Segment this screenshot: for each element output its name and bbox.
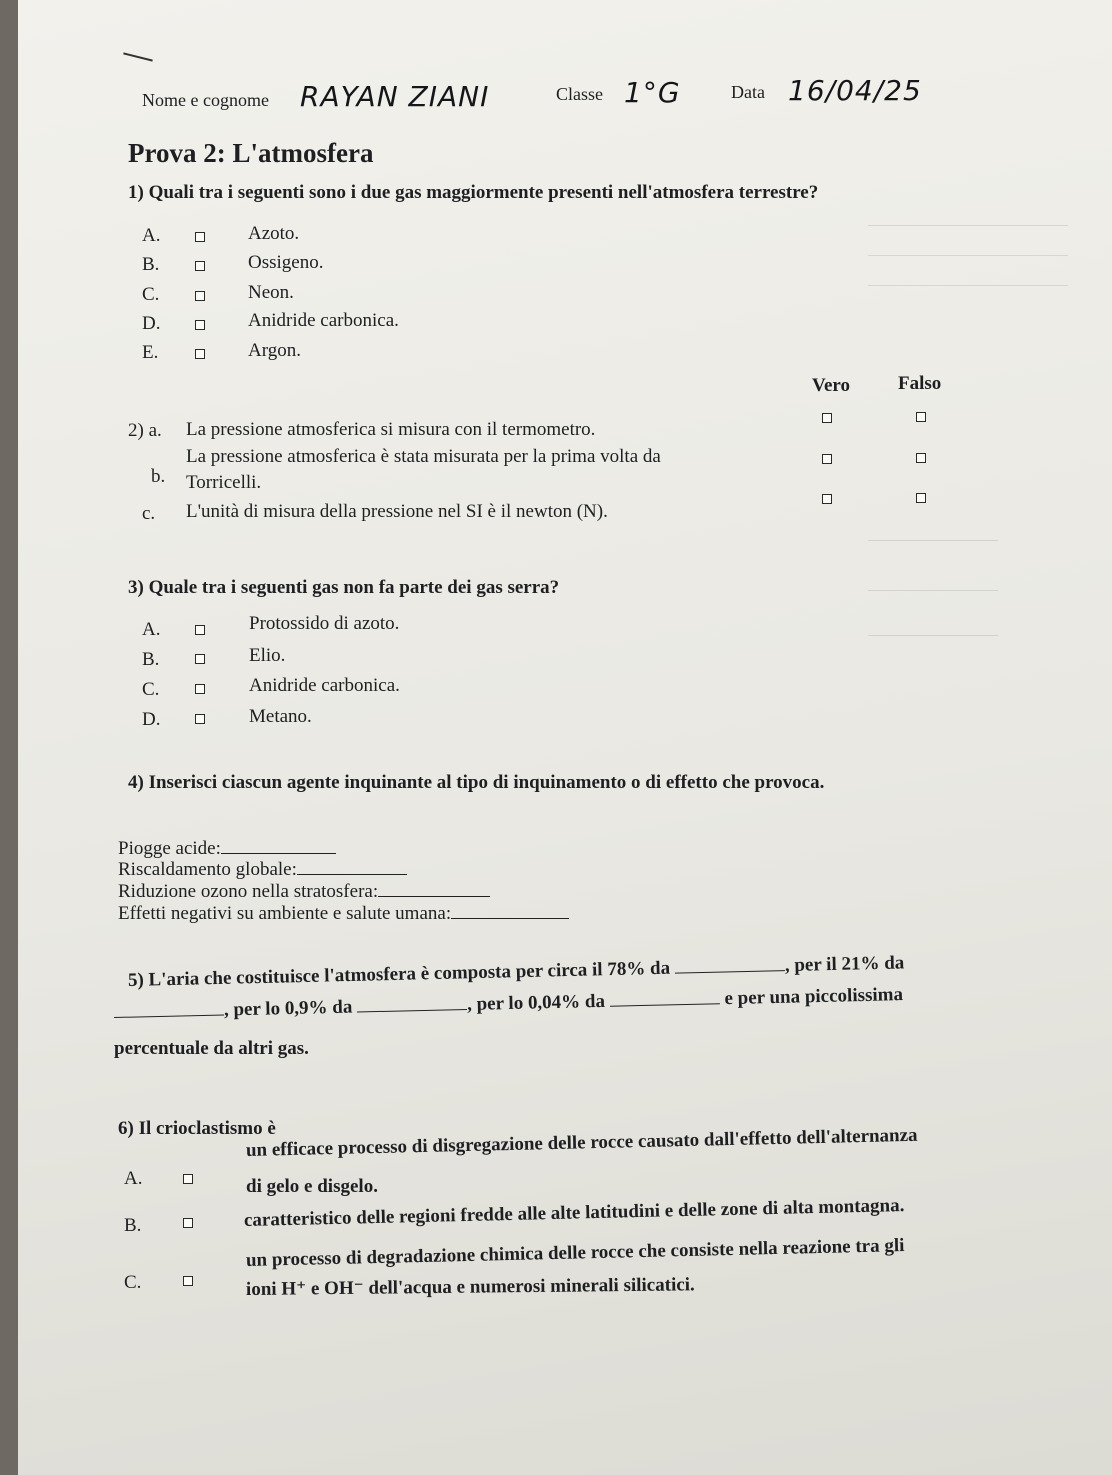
q1-letter: D. — [142, 313, 161, 334]
q3-letter: A. — [142, 619, 161, 640]
q1-letter: A. — [142, 225, 161, 246]
q5-text: 5) L'aria che costituisce l'atmosfera è composta per circa il 78% da — [127, 957, 671, 991]
q3-option-c: Anidride carbonica. — [249, 675, 400, 696]
q1-question: 1) Quali tra i seguenti sono i due gas maggiormente presenti nell'atmosfera terrestre? — [128, 182, 819, 203]
false-header: Falso — [898, 373, 942, 394]
q5-blank-4[interactable] — [610, 1002, 720, 1006]
q3-option-b: Elio. — [249, 645, 286, 666]
q6-option-a-line2: di gelo e disgelo. — [246, 1176, 378, 1197]
q2-letter: b. — [151, 466, 166, 487]
q2-statement-a: La pressione atmosferica si misura con il termometro. — [186, 419, 596, 440]
date-value[interactable]: 16/04/25 — [788, 74, 922, 107]
q6-option-b-line1: caratteristico delle regioni fredde alle alte latitudini e delle zone di alta montagna. — [243, 1195, 905, 1231]
q6-letter: B. — [124, 1215, 142, 1236]
q2b-true-checkbox[interactable] — [822, 454, 832, 464]
q6-letter: A. — [124, 1168, 143, 1189]
bleed-line — [868, 590, 998, 591]
q1-checkbox-c[interactable] — [195, 291, 205, 301]
q1-option-c: Neon. — [248, 282, 294, 303]
name-label: Nome e cognome — [142, 90, 269, 110]
page-title: Prova 2: L'atmosfera — [128, 138, 374, 168]
q5-line2 — [114, 984, 903, 1024]
q6-letter: C. — [124, 1272, 142, 1293]
q6-option-a-line1: un efficace processo di disgregazione delle rocce causato dall'effetto dell'alternanza — [245, 1124, 918, 1161]
q4-label: Effetti negativi su ambiente e salute umana: — [118, 903, 452, 924]
q1-letter: E. — [142, 342, 159, 363]
pen-mark — [123, 52, 153, 61]
bleed-line — [868, 285, 1068, 286]
q6-checkbox-b[interactable] — [183, 1218, 193, 1228]
q3-question: 3) Quale tra i seguenti gas non fa parte dei gas serra? — [128, 577, 560, 598]
q1-letter: B. — [142, 254, 160, 275]
q2b-false-checkbox[interactable] — [916, 453, 926, 463]
bleed-line — [868, 225, 1068, 226]
class-value[interactable]: 1°G — [624, 76, 681, 109]
q2-statement-b-line1: La pressione atmosferica è stata misurata per la prima volta da — [186, 446, 661, 467]
q5-blank-2[interactable] — [114, 1014, 224, 1018]
q4-blank-health[interactable] — [451, 917, 569, 919]
q3-checkbox-a[interactable] — [195, 625, 205, 635]
bleed-line — [868, 635, 998, 636]
q4-blank-global-warming[interactable] — [297, 873, 407, 875]
q2-letter: 2) a. — [128, 420, 162, 441]
class-label: Classe — [556, 84, 603, 104]
q5-blank-3[interactable] — [357, 1008, 467, 1012]
q2c-false-checkbox[interactable] — [916, 493, 926, 503]
q2-statement-c: L'unità di misura della pressione nel SI è il newton (N). — [186, 501, 608, 522]
q4-blank-ozone[interactable] — [378, 895, 490, 897]
q3-letter: C. — [142, 679, 160, 700]
name-value[interactable]: RAYAN ZIANI — [300, 80, 490, 113]
q4-item — [118, 838, 336, 860]
q2a-true-checkbox[interactable] — [822, 413, 832, 423]
date-label: Data — [731, 82, 765, 102]
q5-line3: percentuale da altri gas. — [114, 1038, 309, 1059]
q3-letter: B. — [142, 649, 160, 670]
q2a-false-checkbox[interactable] — [916, 412, 926, 422]
q6-option-c-line1: un processo di degradazione chimica delle rocce che consiste nella reazione tra gli — [245, 1235, 905, 1271]
q5-text: , per il 21% da — [784, 952, 905, 977]
q6-question: 6) Il crioclastismo è — [118, 1118, 276, 1139]
q5-text: e per una piccolissima — [724, 984, 904, 1010]
bleed-line — [868, 255, 1068, 256]
bleed-line — [868, 540, 998, 541]
q5-blank-1[interactable] — [675, 969, 785, 973]
q4-label: Piogge acide: — [118, 838, 221, 859]
q6-option-c-line2: ioni H⁺ e OH⁻ dell'acqua e numerosi minerali silicatici. — [245, 1274, 695, 1300]
q2c-true-checkbox[interactable] — [822, 494, 832, 504]
q4-blank-acid-rain[interactable] — [221, 852, 336, 854]
q1-letter: C. — [142, 284, 160, 305]
q3-checkbox-c[interactable] — [195, 684, 205, 694]
q1-checkbox-e[interactable] — [195, 349, 205, 359]
q1-option-e: Argon. — [248, 340, 301, 361]
q4-question: 4) Inserisci ciascun agente inquinante al tipo di inquinamento o di effetto che provoca. — [128, 772, 825, 793]
q4-item — [118, 881, 490, 903]
q3-option-d: Metano. — [249, 706, 312, 727]
q6-checkbox-c[interactable] — [183, 1276, 193, 1286]
q1-option-d: Anidride carbonica. — [248, 310, 399, 331]
q4-item — [118, 903, 569, 925]
q1-checkbox-a[interactable] — [195, 232, 205, 242]
q3-option-a: Protossido di azoto. — [249, 613, 400, 634]
q6-checkbox-a[interactable] — [183, 1174, 193, 1184]
q1-checkbox-b[interactable] — [195, 261, 205, 271]
q4-item — [118, 859, 407, 881]
true-header: Vero — [812, 375, 850, 396]
q3-letter: D. — [142, 709, 161, 730]
q2-statement-b-line2: Torricelli. — [186, 472, 262, 493]
q4-label: Riduzione ozono nella stratosfera: — [118, 881, 379, 902]
q2-letter: c. — [142, 503, 156, 524]
q1-option-a: Azoto. — [248, 223, 300, 244]
q5-text: , per lo 0,04% da — [466, 990, 606, 1015]
q5-text: , per lo 0,9% da — [223, 996, 353, 1021]
q1-option-b: Ossigeno. — [248, 252, 324, 273]
q1-checkbox-d[interactable] — [195, 320, 205, 330]
q3-checkbox-b[interactable] — [195, 654, 205, 664]
exam-sheet — [18, 0, 1112, 1475]
q4-label: Riscaldamento globale: — [118, 859, 297, 880]
q3-checkbox-d[interactable] — [195, 714, 205, 724]
